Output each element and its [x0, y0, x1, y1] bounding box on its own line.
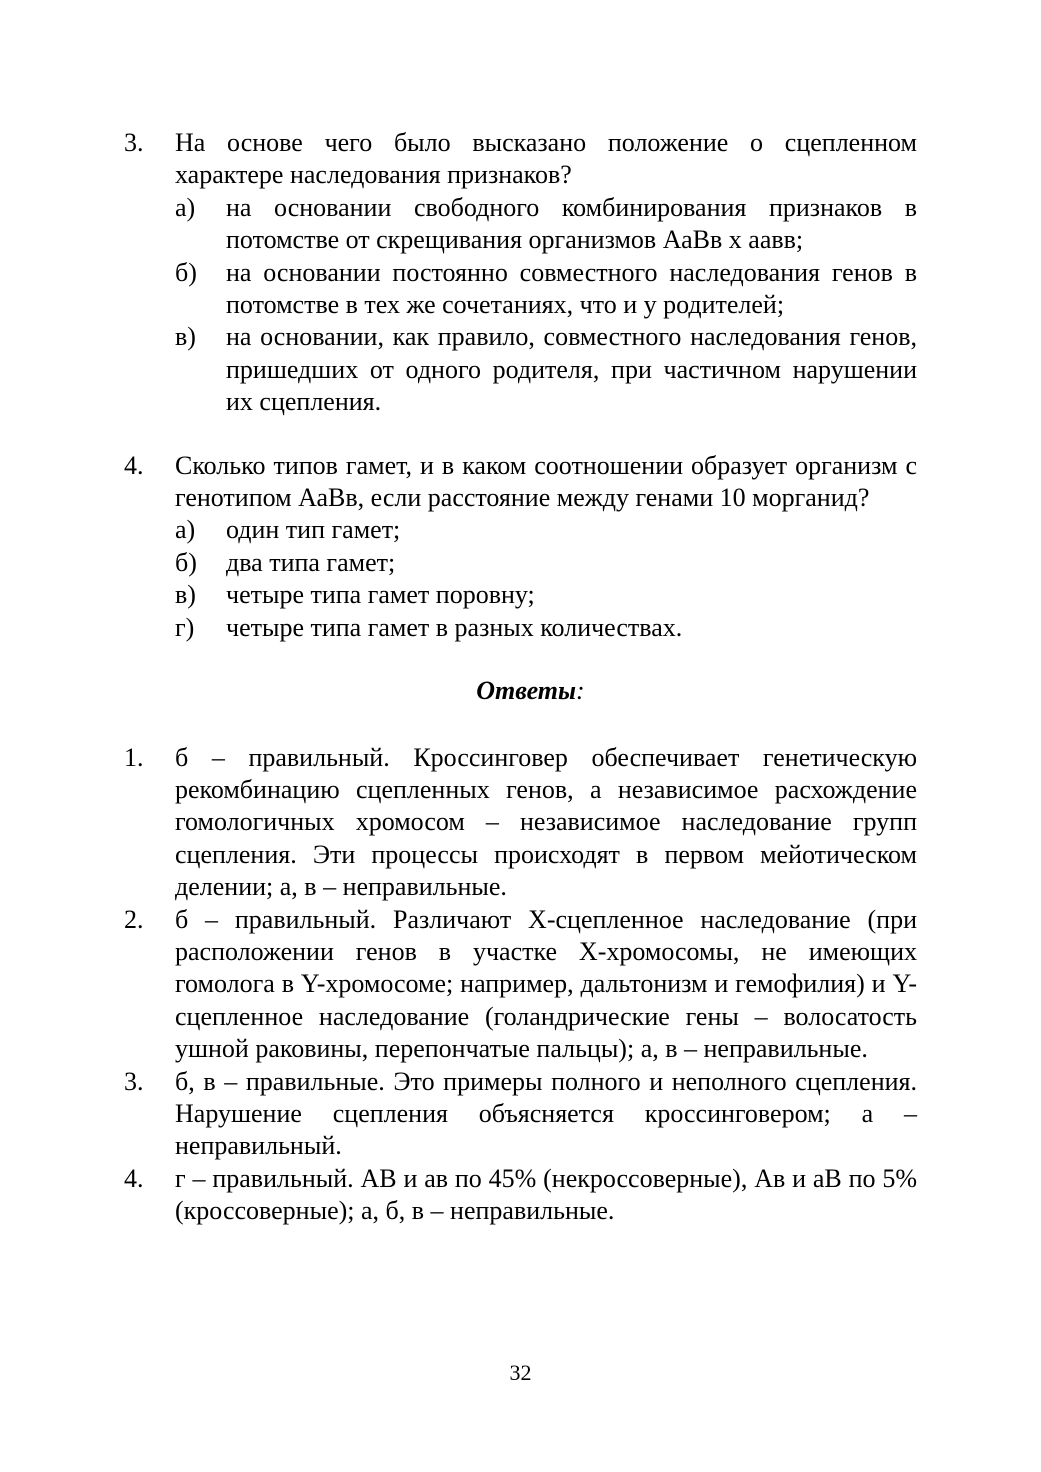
spacer — [124, 419, 917, 450]
answer-1 — [124, 742, 917, 904]
question-text: Сколько типов гамет, и в каком соотношении образует организм с генотипом АаВв, если расстояние между генами 10 морганид? — [175, 450, 917, 513]
option-a — [175, 192, 917, 257]
answer-number: 1. — [124, 742, 144, 772]
answer-4 — [124, 1163, 917, 1228]
answers-heading-text: Ответы — [476, 676, 577, 706]
answer-number: 3. — [124, 1066, 144, 1096]
page-content — [124, 127, 917, 1228]
question-4 — [124, 450, 917, 644]
answer-text: б – правильный. Кроссинговер обеспечивает генетическую рекомбинацию сцепленных генов, а независимое расхождение гомологичных хромосом – независимое наследование групп сцепления. Эти процессы происходят в первом мейотическом делении; а, в – неправильные. — [175, 742, 917, 902]
option-g — [175, 612, 917, 644]
answer-text: б, в – правильные. Это примеры полного и неполного сцепления. Нарушение сцепления объясняется кроссинговером; а – неправильный. — [175, 1066, 917, 1161]
answer-number: 4. — [124, 1163, 144, 1193]
option-letter: а) — [175, 192, 196, 222]
option-letter: а) — [175, 515, 196, 545]
option-b — [175, 257, 917, 322]
option-letter: г) — [175, 612, 195, 642]
option-text: два типа гамет; — [226, 547, 396, 577]
option-letter: б) — [175, 547, 197, 577]
option-letter: в) — [175, 580, 196, 610]
question-number: 4. — [124, 450, 144, 480]
page-number: 32 — [509, 1360, 532, 1385]
option-a — [175, 514, 917, 546]
option-v — [175, 321, 917, 418]
answer-2 — [124, 904, 917, 1066]
option-v — [175, 579, 917, 611]
question-text: На основе чего было высказано положение о сцепленном характере наследования признаков? — [175, 128, 917, 190]
options-list — [175, 192, 917, 419]
options-list — [175, 514, 917, 644]
option-letter: б) — [175, 257, 197, 287]
answer-text: б – правильный. Различают Х-сцепленное наследование (при расположении генов в участке Х-хромосомы, не имеющих гомолога в Y-хромосоме; например, дальтонизм и гемофилия) и Y-сцепленное наследование (голандрические гены – волосатость ушной раковины, перепончатые пальцы); а, в – неправильные. — [175, 904, 917, 1064]
question-3 — [124, 127, 917, 419]
option-text: четыре типа гамет поровну; — [226, 580, 535, 610]
option-text: один тип гамет; — [226, 515, 401, 545]
option-text: на основании, как правило, совместного наследования генов, пришедших от одного родителя, при частичном нарушении их сцепления. — [226, 322, 917, 417]
question-number: 3. — [124, 128, 144, 157]
option-text: четыре типа гамет в разных количествах. — [226, 612, 683, 642]
option-text: на основании свободного комбинирования признаков в потомстве от скрещивания организмов АаВв х аавв; — [226, 192, 917, 255]
answer-number: 2. — [124, 904, 144, 934]
option-letter: в) — [175, 322, 196, 352]
answers-heading-colon: : — [576, 676, 585, 706]
answer-3 — [124, 1066, 917, 1163]
answers-heading — [124, 675, 917, 707]
option-b — [175, 547, 917, 579]
option-text: на основании постоянно совместного наследования генов в потомстве в тех же сочетаниях, что и у родителей; — [226, 257, 917, 320]
answer-text: г – правильный. АВ и ав по 45% (некроссоверные), Ав и аВ по 5% (кроссоверные); а, б, в – неправильные. — [175, 1163, 917, 1226]
